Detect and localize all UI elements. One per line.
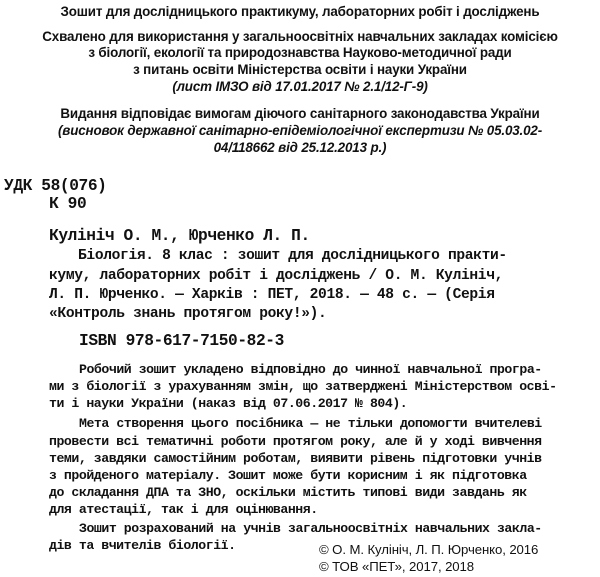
udc-code: УДК 58(076) — [4, 177, 107, 195]
bibliographic-line-1: Біологія. 8 клас : зошит для дослідницького практи- — [78, 248, 507, 264]
isbn: ISBN 978-617-7150-82-3 — [79, 332, 284, 350]
author-mark: К 90 — [49, 195, 87, 213]
book-title: Зошит для дослідницького практикуму, лабораторних робіт і досліджень — [60, 4, 540, 19]
approval-reference: (лист ІМЗО від 17.01.2017 № 2.1/12-Г-9) — [172, 79, 428, 94]
bibliographic-line-3: Л. П. Юрченко. — Харків : ПЕТ, 2018. — 48 с. — (Серія — [49, 287, 495, 303]
sanitary-reference-line-2: 04/118662 від 25.12.2013 р.) — [213, 140, 387, 155]
bibliographic-line-2: куму, лабораторних робіт і досліджень / О. М. Кулініч, — [49, 268, 504, 284]
copyright-authors: © О. М. Кулініч, Л. П. Юрченко, 2016 — [319, 542, 539, 557]
authors: Кулініч О. М., Юрченко Л. П. — [49, 227, 310, 245]
sanitary-reference-line-1: (висновок державної санітарно-епідеміологічної експертизи № 05.03.02- — [57, 123, 543, 138]
approval-line-3: з питань освіти Міністерства освіти і науки України — [133, 62, 467, 77]
copyright-publisher: © ТОВ «ПЕТ», 2017, 2018 — [319, 559, 475, 574]
annotation-line-4: Мета створення цього посібника — не тільки допомогти вчителеві — [79, 416, 542, 431]
annotation-line-2: ми з біології з урахуванням змін, що затверджені Міністерством осві- — [49, 379, 557, 394]
annotation-line-10: Зошит розрахований на учнів загальноосвітніх навчальних закла- — [79, 521, 542, 536]
bibliographic-line-4: «Контроль знань протягом року!»). — [49, 306, 327, 322]
annotation-line-9: для атестації, так і для оцінювання. — [49, 502, 318, 517]
approval-line-1: Схвалено для використання у загальноосвітніх навчальних закладах комісією — [42, 29, 558, 44]
annotation-line-7: з пройденого матеріалу. Зошит може бути корисним і як підготовка — [49, 468, 527, 483]
approval-line-2: з біології, екології та природознавства Науково-методичної ради — [88, 45, 512, 60]
annotation-line-11: дів та вчителів біології. — [49, 538, 236, 553]
annotation-line-3: ти і науки України (наказ від 07.06.2017 № 804). — [49, 396, 408, 411]
annotation-line-6: теми, завдяки самостійним роботам, виявити рівень підготовки учнів — [49, 451, 542, 466]
annotation-line-5: провести всі тематичні роботи протягом року, але й у ході вивчення — [49, 434, 542, 449]
annotation-line-1: Робочий зошит укладено відповідно до чинної навчальної програ- — [79, 362, 542, 377]
annotation-line-8: до складання ДПА та ЗНО, оскільки містить типові види завдань як — [49, 485, 527, 500]
sanitary-statement: Видання відповідає вимогам діючого санітарного законодавства України — [60, 106, 540, 121]
